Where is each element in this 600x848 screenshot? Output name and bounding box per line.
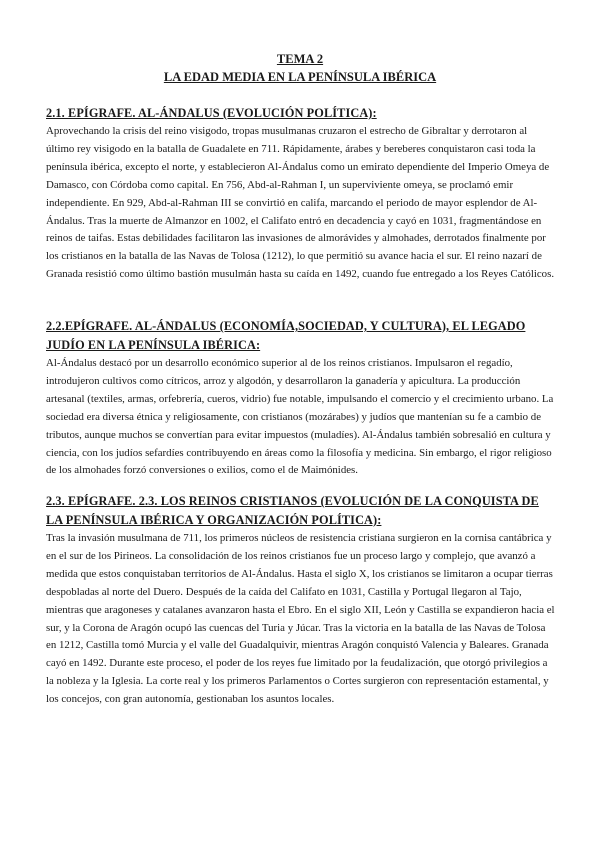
section-1-body: Aprovechando la crisis del reino visigodo, tropas musulmanas cruzaron el estrecho de Gibraltar y derrotaron al último rey visigodo en la batalla de Guadalete en 711. Rápidamente, árabes y bereberes conquistaron casi toda la península ibérica, excepto el norte, y establecieron Al-Ándalus como un emirato dependiente del Imperio Omeya de Damasco, con Córdoba como capital. En 756, Abd-al-Rahman I, un superviviente omeya, se proclamó emir independiente. En 929, Abd-al-Rahman III se convirtió en califa, marcando el periodo de mayor esplendor de Al-Ándalus. Tras la muerte de Almanzor en 1002, el Califato entró en decadencia y cayó en 1031, fragmentándose en reinos de taifas. Estas debilidades facilitaron las invasiones de almorávides y almohades, derrotados finalmente por los cristianos en la batalla de las Navas de Tolosa (1212), lo que permitió su avance hacia el sur. El reino nazarí de Granada resistió como último bastión musulmán hasta su caída en 1492, cuando fue entregado a los Reyes Católicos. [46,125,555,281]
section-2 [46,317,556,480]
section-1 [46,104,556,284]
topic-title: LA EDAD MEDIA EN LA PENÍNSULA IBÉRICA [163,70,437,84]
section-3-body: Tras la invasión musulmana de 711, los primeros núcleos de resistencia cristiana surgieron en la cornisa cantábrica y en el sur de los Pirineos. La consolidación de los reinos cristianos fue un proceso largo y complejo, que avanzó a medida que estos conquistaban territorios de Al-Ándalus. Hasta el siglo X, los cristianos se limitaron a ocupar tierras despobladas al norte del Duero. Después de la caída del Califato en 1031, Castilla y Portugal llegaron al Tajo, mientras que aragoneses y catalanes avanzaron hasta el Ebro. En el siglo XII, León y Castilla se expandieron hacia el sur, y la Corona de Aragón ocupó las cuencas del Turia y Júcar. Tras la victoria en la batalla de las Navas de Tolosa en 1212, Castilla tomó Murcia y el valle del Guadalquivir, mientras Aragón conquistó Valencia y Baleares. Granada cayó en 1492. Durante este proceso, el poder de los reyes fue limitado por la feudalización, que otorgó privilegios a la nobleza y la Iglesia. La corte real y los primeros Parlamentos o Cortes surgieron con representación estamental, y los concejos, con gran autonomía, gestionaban los asuntos locales. [46,532,555,706]
topic-number: TEMA 2 [276,52,324,66]
section-2-body: Al-Ándalus destacó por un desarrollo económico superior al de los reinos cristianos. Impulsaron el regadío, introdujeron cultivos como cítricos, arroz y algodón, y desarrollaron la ganadería y apicultura. La producción artesanal (textiles, armas, orfebrería, cueros, vidrio) fue notable, impulsando el comercio y el crecimiento urbano. La sociedad era diversa étnica y religiosamente, con cristianos (mozárabes) y judíos que mantenían su fe a cambio de tributos, aunque muchos se convertían para evitar impuestos (muladíes). Al-Ándalus también sobresalió en cultura y ciencia, con los judíos sefardíes contribuyendo en áreas como la filosofía y medicina. Sin embargo, el rigor religioso de los almohades forzó conversiones o exilios, como el de Maimónides. [46,357,554,477]
section-2-heading: 2.2.EPÍGRAFE. AL-ÁNDALUS (ECONOMÍA,SOCIEDAD, Y CULTURA), EL LEGADO JUDÍO EN LA PENÍNSULA IBÉRICA: [46,319,526,352]
section-3-heading: 2.3. EPÍGRAFE. 2.3. LOS REINOS CRISTIANOS (EVOLUCIÓN DE LA CONQUISTA DE LA PENÍNSULA IBÉRICA Y ORGANIZACIÓN POLÍTICA): [46,494,539,527]
document-title [0,50,600,86]
section-1-heading: 2.1. EPÍGRAFE. AL-ÁNDALUS (EVOLUCIÓN POLÍTICA): [46,106,377,120]
section-3 [46,492,556,709]
